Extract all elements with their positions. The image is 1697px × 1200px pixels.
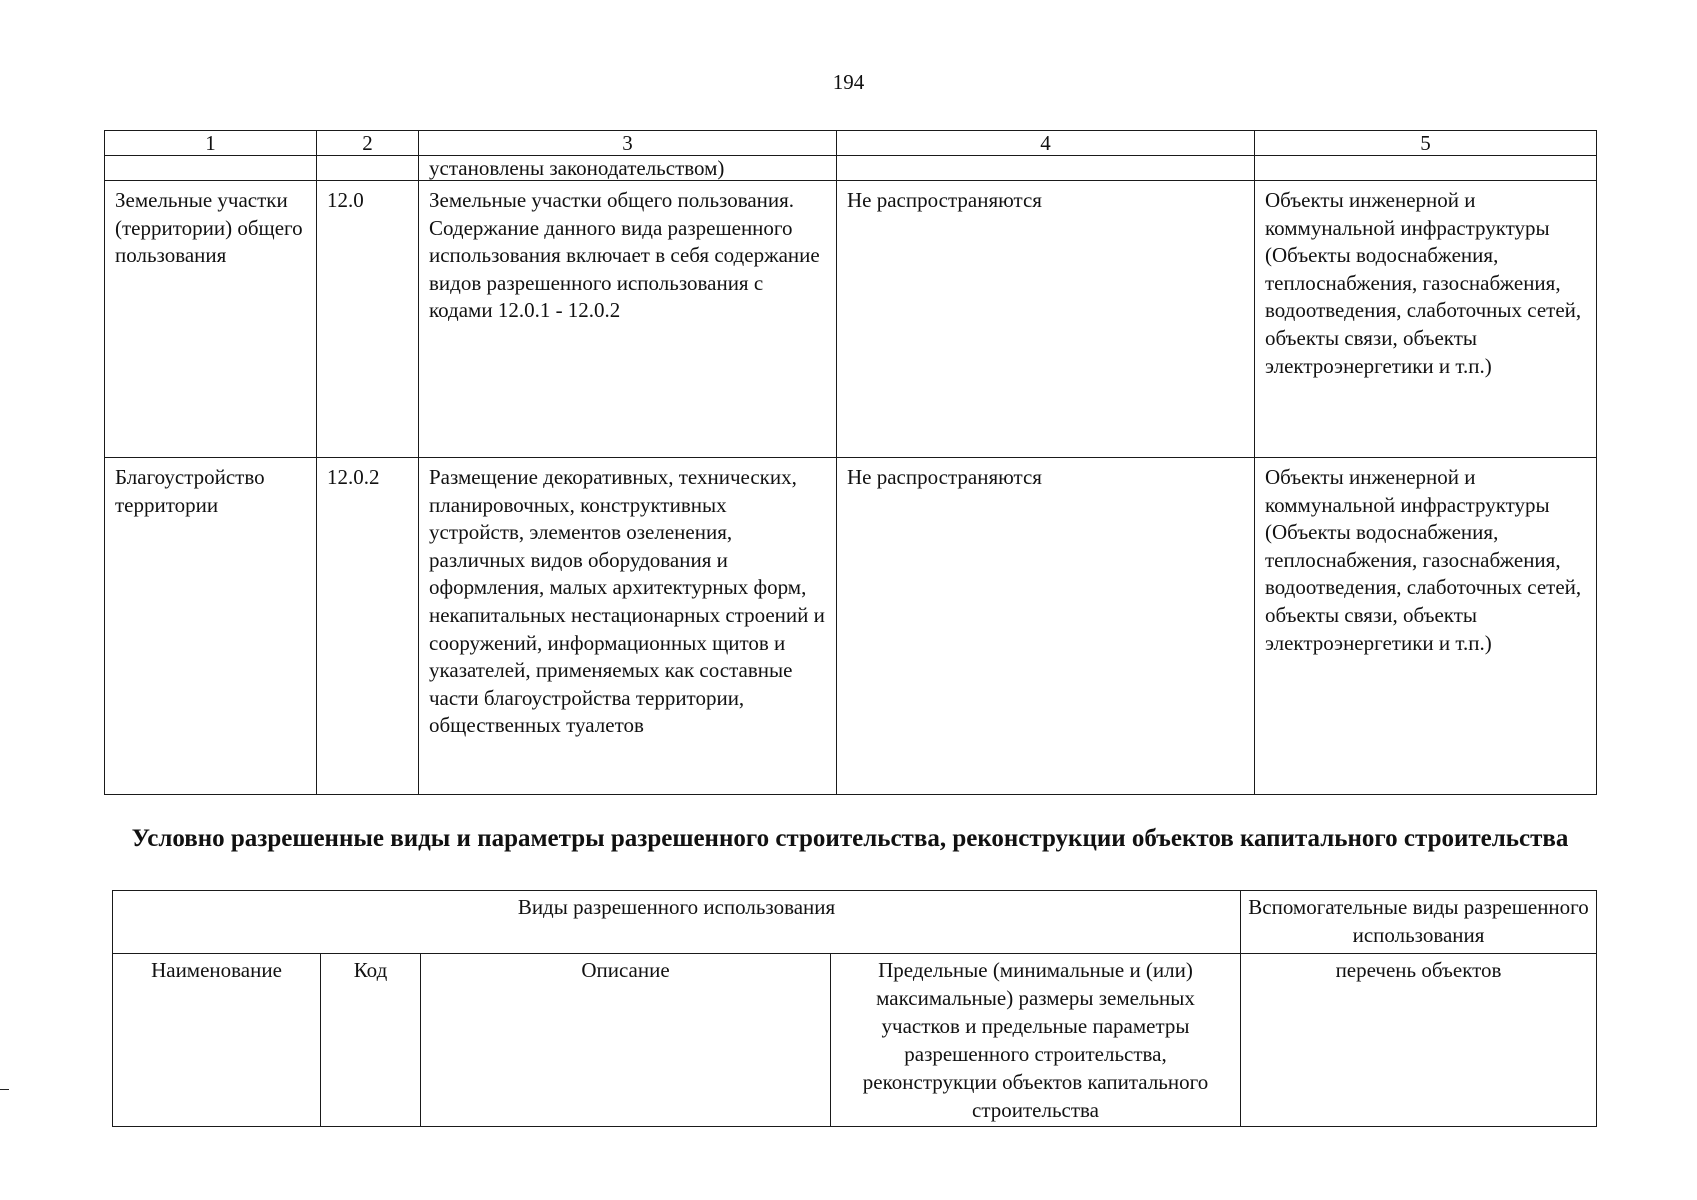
auxiliary-uses-cell: Объекты инженерной и коммунальной инфраструктуры (Объекты водоснабжения, теплоснабжения, газоснабжения, водоотведения, слаботочных сетей, объекты связи, объекты электроэнергетики и т.п.): [1255, 458, 1597, 795]
continuation-cell: [317, 156, 419, 181]
continuation-row: [105, 156, 1597, 181]
continuation-cell: [1255, 156, 1597, 181]
object-list-column-header: перечень объектов: [1241, 954, 1597, 1127]
continuation-cell: установлены законодательством): [419, 156, 837, 181]
conditional-use-table-header: [112, 890, 1597, 1127]
use-code-cell: 12.0.2: [317, 458, 419, 795]
name-column-header: Наименование: [113, 954, 321, 1127]
parameters-column-header: Предельные (минимальные и (или) максимальные) размеры земельных участков и предельные параметры разрешенного строительства, реконструкции объектов капитального строительства: [831, 954, 1241, 1127]
continuation-cell: [105, 156, 317, 181]
use-parameters-cell: Не распространяются: [837, 458, 1255, 795]
use-description-cell: Земельные участки общего пользования. Содержание данного вида разрешенного использования включает в себя содержание видов разрешенного использования с кодами 12.0.1 - 12.0.2: [419, 181, 837, 458]
column-number: 1: [105, 131, 317, 156]
page-number: 194: [832, 70, 865, 94]
table-row: [105, 181, 1597, 458]
margin-mark: [0, 1089, 9, 1090]
use-code-cell: 12.0: [317, 181, 419, 458]
column-header-row: [113, 954, 1597, 1127]
description-column-header: Описание: [421, 954, 831, 1127]
section-title: Условно разрешенные виды и параметры разрешенного строительства, реконструкции объектов капитального строительства: [131, 825, 1569, 852]
use-name-cell: Земельные участки (территории) общего пользования: [105, 181, 317, 458]
continuation-cell: [837, 156, 1255, 181]
column-number: 2: [317, 131, 419, 156]
column-number: 4: [837, 131, 1255, 156]
auxiliary-use-group-header: Вспомогательные виды разрешенного использования: [1241, 891, 1597, 954]
use-name-cell: Благоустройство территории: [105, 458, 317, 795]
use-parameters-cell: Не распространяются: [837, 181, 1255, 458]
permitted-use-table: [104, 130, 1597, 795]
code-column-header: Код: [321, 954, 421, 1127]
column-number: 3: [419, 131, 837, 156]
permitted-use-group-header: Виды разрешенного использования: [113, 891, 1241, 954]
table-row: [105, 458, 1597, 795]
use-description-cell: Размещение декоративных, технических, планировочных, конструктивных устройств, элементов озеленения, различных видов оборудования и оформления, малых архитектурных форм, некапитальных нестационарных строений и сооружений, информационных щитов и указателей, применяемых как составные части благоустройства территории, общественных туалетов: [419, 458, 837, 795]
group-header-row: [113, 891, 1597, 954]
column-number-row: [105, 131, 1597, 156]
column-number: 5: [1255, 131, 1597, 156]
auxiliary-uses-cell: Объекты инженерной и коммунальной инфраструктуры (Объекты водоснабжения, теплоснабжения, газоснабжения, водоотведения, слаботочных сетей, объекты связи, объекты электроэнергетики и т.п.): [1255, 181, 1597, 458]
